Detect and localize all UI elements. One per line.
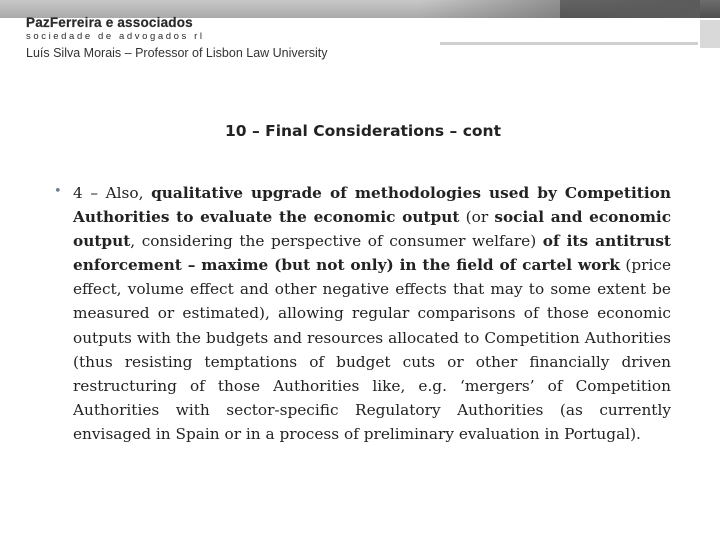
bullet-text-plain-2: , considering the perspective of consumer welfare) xyxy=(130,232,543,251)
bullet-text-plain-1: (or xyxy=(459,208,495,227)
bullet-marker: • xyxy=(54,184,62,199)
logo-name: PazFerreira e associados xyxy=(26,15,193,30)
slide-title: 10 – Final Considerations – cont xyxy=(225,122,501,140)
bullet-text-emphasis-2: social and economic output xyxy=(73,208,672,251)
firm-logo xyxy=(26,16,205,42)
bullet-text-emphasis-3: of its antitrust enforcement – maxime (but not only) in the field of cartel work xyxy=(73,232,671,275)
bullet-paragraph xyxy=(73,181,671,446)
logo-subtitle: sociedade de advogados rl xyxy=(26,31,205,42)
author-line: Luís Silva Morais – Professor of Lisbon Law University xyxy=(26,46,328,60)
corner-decoration xyxy=(700,20,720,48)
bullet-text-plain-3: (price effect, volume effect and other negative effects that may to some extent be measured or estimated), allowing regular comparisons of those economic outputs with the budgets and resources allocated to Competition Authorities (thus resisting temptations of budget cuts or other financially driven restructuring of those Authorities like, e.g. ‘mergers’ of Competition Authorities with sector-specific Regulatory Authorities (as currently envisaged in Spain or in a process of preliminary evaluation in Portugal). xyxy=(73,256,672,443)
header-bar-gradient xyxy=(420,0,700,18)
bullet-text-emphasis-1: qualitative upgrade of methodologies used by Competition Authorities to evaluate the economic output xyxy=(73,184,671,227)
header-divider xyxy=(440,42,698,45)
bullet-text-intro: 4 – Also, xyxy=(73,184,152,202)
